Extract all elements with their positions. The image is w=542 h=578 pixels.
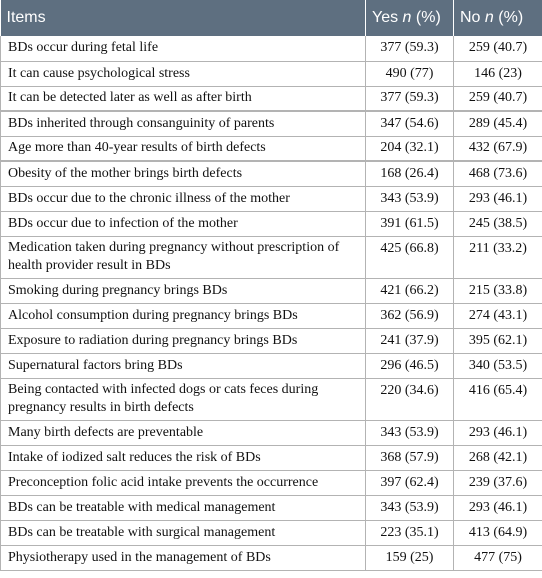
item-cell: Exposure to radiation during pregnancy brings BDs xyxy=(1,328,366,353)
item-cell: It can be detected later as well as after birth xyxy=(1,86,366,111)
table-row xyxy=(1,36,542,61)
yes-cell: 425 (66.8) xyxy=(366,236,454,278)
item-cell: Preconception folic acid intake prevents the occurrence xyxy=(1,470,366,495)
yes-cell: 296 (46.5) xyxy=(366,353,454,378)
item-cell: Being contacted with infected dogs or cats feces during pregnancy results in birth defects xyxy=(1,378,366,420)
no-cell: 468 (73.6) xyxy=(454,161,542,186)
no-cell: 289 (45.4) xyxy=(454,111,542,136)
table-row xyxy=(1,136,542,161)
item-cell: Medication taken during pregnancy without prescription of health provider result in BDs xyxy=(1,236,366,278)
no-cell: 239 (37.6) xyxy=(454,470,542,495)
no-cell: 268 (42.1) xyxy=(454,445,542,470)
yes-cell: 490 (77) xyxy=(366,61,454,86)
no-cell: 293 (46.1) xyxy=(454,186,542,211)
yes-cell: 343 (53.9) xyxy=(366,495,454,520)
no-cell: 211 (33.2) xyxy=(454,236,542,278)
yes-cell: 347 (54.6) xyxy=(366,111,454,136)
table-row xyxy=(1,470,542,495)
table-row xyxy=(1,86,542,111)
table-row xyxy=(1,236,542,278)
yes-cell: 377 (59.3) xyxy=(366,86,454,111)
item-cell: Age more than 40-year results of birth defects xyxy=(1,136,366,161)
item-cell: BDs can be treatable with medical management xyxy=(1,495,366,520)
yes-cell: 343 (53.9) xyxy=(366,420,454,445)
yes-cell: 159 (25) xyxy=(366,545,454,570)
yes-cell: 391 (61.5) xyxy=(366,211,454,236)
yes-cell: 377 (59.3) xyxy=(366,36,454,61)
table-row xyxy=(1,328,542,353)
no-cell: 146 (23) xyxy=(454,61,542,86)
no-cell: 259 (40.7) xyxy=(454,36,542,61)
no-cell: 477 (75) xyxy=(454,545,542,570)
item-cell: BDs inherited through consanguinity of parents xyxy=(1,111,366,136)
table-row xyxy=(1,545,542,570)
header-no: No n (%) xyxy=(454,0,542,36)
table-row xyxy=(1,211,542,236)
header-items: Items xyxy=(1,0,366,36)
table-body xyxy=(1,36,542,570)
table-row xyxy=(1,495,542,520)
table-header xyxy=(1,0,542,36)
table-row xyxy=(1,278,542,303)
item-cell: BDs occur due to infection of the mother xyxy=(1,211,366,236)
yes-cell: 397 (62.4) xyxy=(366,470,454,495)
no-cell: 395 (62.1) xyxy=(454,328,542,353)
item-cell: Supernatural factors bring BDs xyxy=(1,353,366,378)
item-cell: Intake of iodized salt reduces the risk of BDs xyxy=(1,445,366,470)
yes-cell: 220 (34.6) xyxy=(366,378,454,420)
item-cell: BDs can be treatable with surgical management xyxy=(1,520,366,545)
no-cell: 259 (40.7) xyxy=(454,86,542,111)
table-row xyxy=(1,161,542,186)
yes-cell: 223 (35.1) xyxy=(366,520,454,545)
table-row xyxy=(1,378,542,420)
yes-cell: 241 (37.9) xyxy=(366,328,454,353)
yes-cell: 168 (26.4) xyxy=(366,161,454,186)
no-cell: 432 (67.9) xyxy=(454,136,542,161)
no-cell: 293 (46.1) xyxy=(454,420,542,445)
no-cell: 274 (43.1) xyxy=(454,303,542,328)
item-cell: Physiotherapy used in the management of BDs xyxy=(1,545,366,570)
yes-cell: 421 (66.2) xyxy=(366,278,454,303)
no-cell: 340 (53.5) xyxy=(454,353,542,378)
table-row xyxy=(1,420,542,445)
no-cell: 215 (33.8) xyxy=(454,278,542,303)
no-cell: 416 (65.4) xyxy=(454,378,542,420)
item-cell: Obesity of the mother brings birth defects xyxy=(1,161,366,186)
no-cell: 245 (38.5) xyxy=(454,211,542,236)
yes-cell: 362 (56.9) xyxy=(366,303,454,328)
item-cell: It can cause psychological stress xyxy=(1,61,366,86)
yes-cell: 204 (32.1) xyxy=(366,136,454,161)
no-cell: 413 (64.9) xyxy=(454,520,542,545)
item-cell: Smoking during pregnancy brings BDs xyxy=(1,278,366,303)
table-row xyxy=(1,445,542,470)
table-row xyxy=(1,186,542,211)
item-cell: Alcohol consumption during pregnancy brings BDs xyxy=(1,303,366,328)
table-row xyxy=(1,61,542,86)
table-row xyxy=(1,520,542,545)
header-yes: Yes n (%) xyxy=(366,0,454,36)
no-cell: 293 (46.1) xyxy=(454,495,542,520)
item-cell: BDs occur due to the chronic illness of the mother xyxy=(1,186,366,211)
item-cell: Many birth defects are preventable xyxy=(1,420,366,445)
table-row xyxy=(1,353,542,378)
yes-cell: 368 (57.9) xyxy=(366,445,454,470)
table-row xyxy=(1,303,542,328)
item-cell: BDs occur during fetal life xyxy=(1,36,366,61)
yes-cell: 343 (53.9) xyxy=(366,186,454,211)
table-row xyxy=(1,111,542,136)
